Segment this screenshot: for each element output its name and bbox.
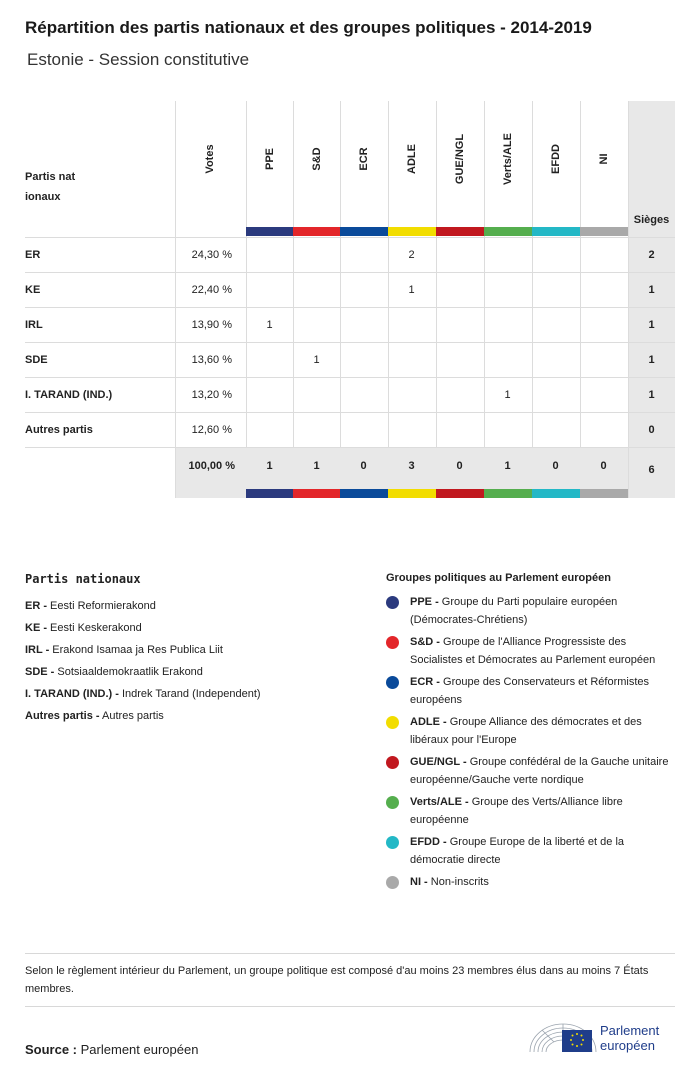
votes-column-header: Votes bbox=[204, 144, 216, 174]
party-name: SDE bbox=[25, 354, 48, 366]
divider-bottom bbox=[25, 1006, 675, 1007]
legend-abbr: PPE - bbox=[410, 596, 439, 608]
group-color-bar bbox=[388, 489, 436, 498]
party-seats: 1 bbox=[648, 319, 655, 331]
footnote: Selon le règlement intérieur du Parlement, un groupe politique est composé d'au moins 23 membres élus dans au moins 7 États membres. bbox=[25, 965, 649, 995]
legend-name: Groupe des Conservateurs et Réformistes européens bbox=[410, 676, 650, 706]
group-header-adle: ADLE bbox=[406, 144, 418, 174]
legend-name: Groupe confédéral de la Gauche unitaire européenne/Gauche verte nordique bbox=[410, 756, 669, 786]
column-divider bbox=[436, 101, 437, 447]
row-divider bbox=[25, 342, 675, 343]
column-divider bbox=[175, 101, 176, 498]
group-color-dot-icon bbox=[386, 596, 399, 609]
group-legend-item bbox=[386, 633, 678, 669]
group-header-efdd: EFDD bbox=[550, 144, 562, 174]
group-color-bar bbox=[580, 227, 628, 236]
row-divider bbox=[25, 377, 675, 378]
group-color-dot-icon bbox=[386, 716, 399, 729]
source-value: Parlement européen bbox=[80, 1042, 199, 1057]
national-legend-item bbox=[25, 595, 365, 617]
distribution-table bbox=[25, 101, 675, 498]
group-color-bar bbox=[340, 227, 388, 236]
group-header-ni: NI bbox=[598, 153, 610, 165]
legend-abbr: KE - bbox=[25, 622, 47, 634]
national-legend-item bbox=[25, 639, 365, 661]
party-seats: 1 bbox=[648, 284, 655, 296]
group-color-bar bbox=[580, 489, 628, 498]
group-color-dot-icon bbox=[386, 876, 399, 889]
total-group-seats: 1 bbox=[266, 460, 273, 472]
group-header-guengl: GUE/NGL bbox=[454, 133, 466, 185]
row-divider bbox=[25, 307, 675, 308]
party-name: KE bbox=[25, 284, 41, 296]
group-legend-item bbox=[386, 673, 678, 709]
national-legend-heading: Partis nationaux bbox=[25, 572, 141, 586]
legend-name: Sotsiaaldemokraatlik Erakond bbox=[54, 666, 203, 678]
party-votes: 22,40 % bbox=[191, 284, 232, 296]
group-color-bar bbox=[532, 227, 580, 236]
group-color-bar bbox=[532, 489, 580, 498]
logo-line-2: européen bbox=[600, 1038, 655, 1053]
party-name: ER bbox=[25, 249, 41, 261]
legend-abbr: Autres partis - bbox=[25, 710, 100, 722]
legend-abbr: GUE/NGL - bbox=[410, 756, 467, 768]
total-group-seats: 0 bbox=[600, 460, 607, 472]
legend-name: Erakond Isamaa ja Res Publica Liit bbox=[49, 644, 223, 656]
political-groups-legend bbox=[386, 572, 678, 895]
group-color-bar bbox=[388, 227, 436, 236]
total-group-seats: 0 bbox=[360, 460, 367, 472]
group-color-bar bbox=[293, 489, 340, 498]
group-seat-count: 1 bbox=[266, 319, 273, 331]
group-seat-count: 1 bbox=[313, 354, 320, 366]
party-name: IRL bbox=[25, 319, 43, 331]
group-header-sd: S&D bbox=[310, 147, 323, 171]
seats-column-background bbox=[628, 101, 675, 498]
party-name: I. TARAND (IND.) bbox=[25, 389, 113, 401]
column-divider bbox=[532, 101, 533, 447]
legend-name: Eesti Reformierakond bbox=[47, 600, 156, 612]
legend-name: Groupe de l'Alliance Progressiste des Socialistes et Démocrates au Parlement européen bbox=[410, 636, 656, 666]
total-group-seats: 1 bbox=[504, 460, 511, 472]
total-votes: 100,00 % bbox=[188, 460, 235, 472]
source-line bbox=[25, 1042, 198, 1057]
legend-name: Groupe Europe de la liberté et de la démocratie directe bbox=[410, 836, 625, 866]
national-legend-item bbox=[25, 683, 365, 705]
group-header-vertsale: Verts/ALE bbox=[502, 133, 514, 185]
national-parties-legend bbox=[25, 572, 365, 727]
legend-abbr: NI - bbox=[410, 876, 428, 888]
logo-line-1: Parlement bbox=[600, 1023, 660, 1038]
column-divider bbox=[246, 101, 247, 447]
party-votes: 24,30 % bbox=[191, 249, 232, 261]
national-legend-item bbox=[25, 705, 365, 727]
legend-abbr: EFDD - bbox=[410, 836, 447, 848]
party-column-header: Partis nationaux bbox=[25, 171, 76, 203]
total-seats: 6 bbox=[648, 464, 655, 476]
party-votes: 13,60 % bbox=[191, 354, 232, 366]
row-divider bbox=[25, 447, 675, 448]
column-divider bbox=[388, 101, 389, 447]
column-divider bbox=[340, 101, 341, 447]
total-group-seats: 0 bbox=[456, 460, 463, 472]
party-seats: 0 bbox=[648, 424, 655, 436]
total-group-seats: 1 bbox=[313, 460, 320, 472]
total-group-seats: 0 bbox=[552, 460, 559, 472]
row-divider bbox=[25, 412, 675, 413]
legend-abbr: SDE - bbox=[25, 666, 55, 678]
source-label: Source : bbox=[25, 1042, 78, 1057]
legend-abbr: S&D - bbox=[410, 636, 440, 648]
row-divider bbox=[25, 272, 675, 273]
party-seats: 1 bbox=[648, 354, 655, 366]
legend-name: Groupe Alliance des démocrates et des libéraux pour l'Europe bbox=[410, 716, 642, 746]
column-divider bbox=[628, 101, 629, 498]
group-seat-count: 2 bbox=[408, 249, 415, 261]
legend-abbr: ECR - bbox=[410, 676, 440, 688]
group-legend-item bbox=[386, 753, 678, 789]
group-color-bar bbox=[484, 489, 532, 498]
legend-name: Eesti Keskerakond bbox=[47, 622, 142, 634]
national-legend-item bbox=[25, 661, 365, 683]
legend-name: Indrek Tarand (Independent) bbox=[118, 688, 261, 700]
party-name: Autres partis bbox=[25, 424, 93, 436]
page-title: Répartition des partis nationaux et des groupes politiques - 2014-2019 bbox=[25, 18, 592, 37]
group-color-bar bbox=[293, 227, 340, 236]
group-color-bar bbox=[484, 227, 532, 236]
group-color-dot-icon bbox=[386, 676, 399, 689]
group-legend-item bbox=[386, 873, 678, 891]
group-seat-count: 1 bbox=[504, 389, 511, 401]
group-color-dot-icon bbox=[386, 756, 399, 769]
party-seats: 1 bbox=[648, 389, 655, 401]
group-color-dot-icon bbox=[386, 836, 399, 849]
group-legend-item bbox=[386, 593, 678, 629]
group-seat-count: 1 bbox=[408, 284, 415, 296]
eu-parliament-logo-text bbox=[600, 1023, 659, 1053]
legend-abbr: IRL - bbox=[25, 644, 50, 656]
national-legend-item bbox=[25, 617, 365, 639]
group-color-bar bbox=[340, 489, 388, 498]
group-header-ecr: ECR bbox=[358, 147, 370, 171]
legend-name: Groupe du Parti populaire européen (Démocrates-Chrétiens) bbox=[410, 596, 618, 626]
group-color-dot-icon bbox=[386, 796, 399, 809]
group-color-bar bbox=[436, 227, 484, 236]
group-color-dot-icon bbox=[386, 636, 399, 649]
group-color-bar bbox=[246, 227, 293, 236]
party-votes: 12,60 % bbox=[191, 424, 232, 436]
party-seats: 2 bbox=[648, 249, 655, 261]
group-legend-item bbox=[386, 793, 678, 829]
total-group-seats: 3 bbox=[408, 460, 415, 472]
legend-abbr: I. TARAND (IND.) - bbox=[25, 688, 119, 700]
page-subtitle: Estonie - Session constitutive bbox=[27, 50, 250, 69]
group-legend-heading: Groupes politiques au Parlement européen bbox=[386, 572, 611, 584]
legend-abbr: ER - bbox=[25, 600, 47, 612]
group-legend-item bbox=[386, 713, 678, 749]
party-votes: 13,20 % bbox=[191, 389, 232, 401]
legend-abbr: ADLE - bbox=[410, 716, 447, 728]
group-legend-item bbox=[386, 833, 678, 869]
group-color-bar bbox=[436, 489, 484, 498]
party-votes: 13,90 % bbox=[191, 319, 232, 331]
column-divider bbox=[580, 101, 581, 447]
legend-name: Autres partis bbox=[99, 710, 164, 722]
group-header-ppe: PPE bbox=[263, 148, 276, 171]
legend-name: Groupe des Verts/Alliance libre européenne bbox=[410, 796, 623, 826]
row-divider bbox=[25, 237, 675, 238]
legend-name: Non-inscrits bbox=[427, 876, 489, 888]
legend-abbr: Verts/ALE - bbox=[410, 796, 469, 808]
group-color-bar bbox=[246, 489, 293, 498]
divider-top bbox=[25, 953, 675, 954]
column-divider bbox=[293, 101, 294, 447]
seats-column-header: Sièges bbox=[633, 214, 670, 226]
